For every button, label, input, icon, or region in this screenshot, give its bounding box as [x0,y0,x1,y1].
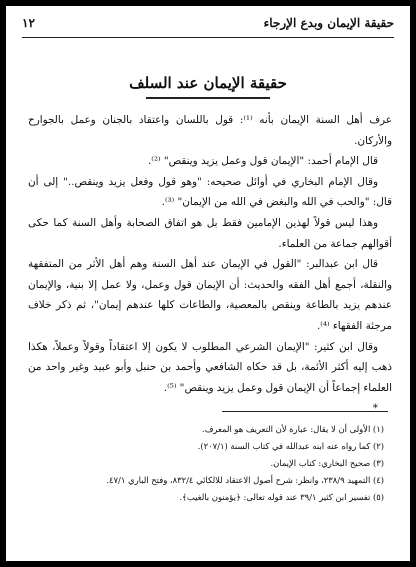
footnote: (٣) صحيح البخاري: كتاب الإيمان. [270,458,384,468]
paragraph: وهذا ليس قولاً لهذين الإمامين فقط بل هو اتفاق الصحابة وأهل السنة كما حكى أقوالهم جماعة من العلماء. [28,216,392,250]
page-number: ١٢ [22,16,35,30]
paragraph: قال ابن عبدالبر: "القول في الإيمان عند أهل السنة وهم أهل الأثر من المتفقهة والنقلة، أجمع أهل الفقه والحديث: أن الإيمان قول وعمل، ولا عمل إلا بنية، والإيمان عندهم يزيد بالطاعة وينقص بالمعصية، والطاعات كلها عندهم إيمان"، ثم ذكر خلاف مرجئة الفقهاء ⁽⁴⁾. [28,258,392,332]
footnote: (٥) تفسير ابن كثير ٣٩/١ عند قوله تعالى: ﴿يؤمنون بالغيب﴾. [179,492,384,502]
footnote: (١) الأولى أن لا يقال: عبارة لأن التعريف هو المعرف. [202,424,384,434]
footnotes [28,421,384,506]
title-underline [146,97,270,99]
chapter-title: حقيقة الإيمان عند السلف [129,74,287,92]
paragraph: وقال الإمام البخاري في أوائل صحيحه: "وهو قول وفعل يزيد وينقص.." إلى أن قال: "والحب في الله والبغض في الله من الإيمان" ⁽³⁾. [28,175,392,209]
footnote: (٢) كما رواه عنه ابنه عبدالله في كتاب السنة (٢٠٧/١). [197,441,384,451]
book-title: حقيقة الإيمان وبدع الإرجاء [263,16,394,30]
book-page [6,6,410,561]
footnote: (٤) التمهيد ٢٣٨/٩، وانظر: شرح أصول الاعتقاد للالكائي ٨٣٢/٤، وفتح الباري ٤٧/١. [106,475,384,485]
header-rule [22,37,394,38]
paragraph: عرف أهل السنة الإيمان بأنه ⁽¹⁾: قول باللسان واعتقاد بالجنان وعمل بالجوارح والأركان. [28,114,392,147]
section-end-mark: * [372,402,378,415]
paragraph: قال الإمام أحمد: "الإيمان قول وعمل يزيد وينقص" ⁽²⁾. [148,155,378,168]
body-text [28,110,392,419]
running-header [22,16,394,30]
paragraph: وقال ابن كثير: "الإيمان الشرعي المطلوب لا يكون إلا اعتقاداً وقولاً وعملاً، هكذا ذهب إليه أكثر الأئمة، بل قد حكاه الشافعي وأحمد بن حنبل وأبو عبيد وغير واحد من العلماء إجماعاً أن الإيمان قول وعمل يزيد وينقص" ⁽⁵⁾. [28,340,392,394]
footnote-rule [222,411,388,412]
